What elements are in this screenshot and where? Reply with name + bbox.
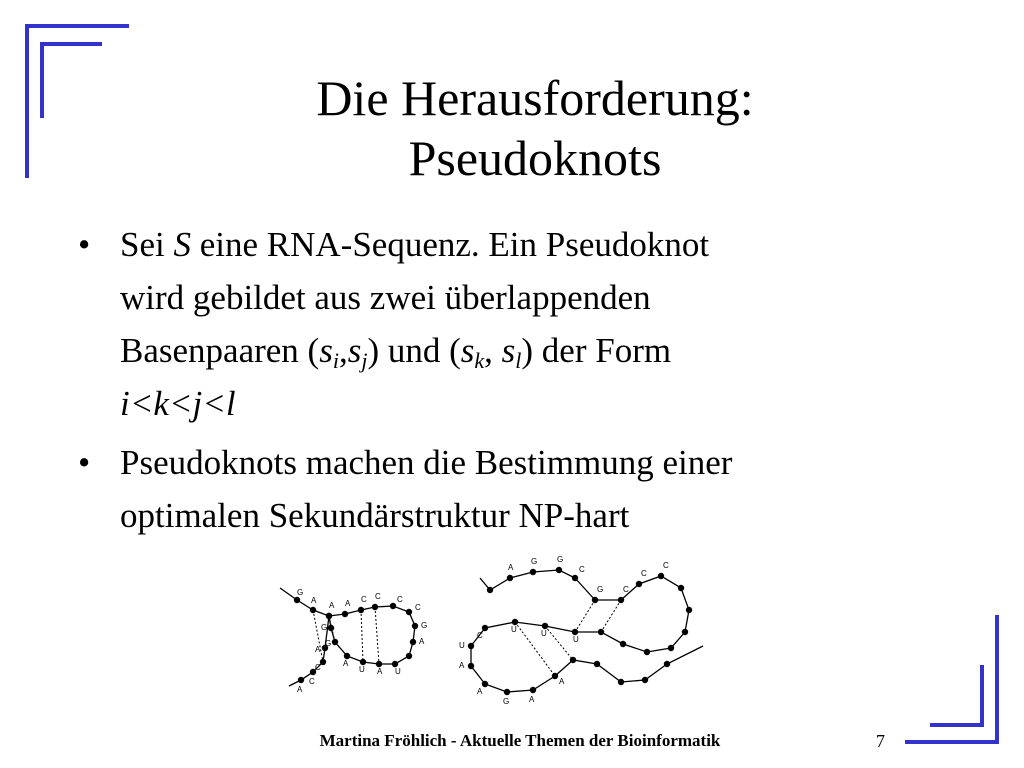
nucleotide-label: A: [345, 599, 351, 608]
nucleotide-label: G: [531, 557, 538, 566]
nucleotide-label: G: [597, 585, 604, 594]
nucleotide-dot: [598, 629, 604, 635]
nucleotide-label: A: [419, 637, 425, 646]
subscript-j: j: [361, 348, 368, 373]
nucleotide-dot: [594, 661, 600, 667]
nucleotide-label: C: [361, 595, 367, 604]
base-pair-bond: [575, 600, 595, 632]
pseudoknot-structure-right: [459, 555, 703, 706]
nucleotide-label: G: [325, 639, 332, 648]
bullet2-line-2: optimalen Sekundärstruktur NP-hart: [120, 496, 630, 535]
bullet1-text-d: ) und (: [367, 331, 461, 370]
nucleotide-dot: [326, 613, 332, 619]
nucleotide-label: C: [663, 561, 669, 570]
bullet2-line-1: Pseudoknots machen die Bestimmung einer: [120, 443, 733, 482]
nucleotide-dot: [310, 607, 316, 613]
nucleotide-label: A: [343, 659, 349, 668]
nucleotide-dot: [552, 673, 558, 679]
nucleotide-label: A: [329, 601, 335, 610]
nucleotide-dot: [530, 569, 536, 575]
bullet-marker: •: [78, 225, 91, 264]
nucleotide-label: C: [397, 595, 403, 604]
footer-author: Martina Fröhlich - Aktuelle Themen der Bioinformatik: [319, 731, 721, 750]
nucleotide-label: C: [579, 565, 585, 574]
rna-backbone: [471, 570, 703, 692]
nucleotide-label: C: [477, 631, 483, 640]
nucleotide-dot: [678, 585, 684, 591]
nucleotide-label: A: [459, 661, 465, 670]
corner-frame-bottom-right-inner-v: [980, 665, 984, 727]
corner-frame-top-left-inner-v: [40, 42, 44, 118]
nucleotide-dot: [406, 653, 412, 659]
bullet1-line-2: wird gebildet aus zwei überlappenden: [120, 278, 651, 317]
nucleotide-dot: [358, 607, 364, 613]
nucleotide-label: U: [395, 667, 401, 676]
corner-frame-top-left-outer-v: [25, 24, 29, 178]
nucleotide-dot: [406, 609, 412, 615]
nucleotide-label: G: [297, 588, 304, 597]
nucleotide-dot: [504, 689, 510, 695]
bullet1-text-e: ) der Form: [521, 331, 672, 370]
symbol-s: s: [501, 331, 516, 370]
nucleotide-dot: [410, 639, 416, 645]
nucleotide-dot: [668, 645, 674, 651]
nucleotide-dot: [642, 677, 648, 683]
symbol-s: s: [319, 331, 333, 370]
nucleotide-label: A: [477, 687, 483, 696]
bullet-item-definition: [78, 218, 958, 430]
base-pair-bond: [361, 610, 363, 662]
nucleotide-label: G: [557, 555, 564, 564]
nucleotide-dot: [332, 639, 338, 645]
nucleotide-dot: [328, 625, 334, 631]
comma: ,: [338, 331, 348, 370]
bullet1-line-3: [120, 324, 958, 377]
bullet1-text-c: Basenpaaren (: [120, 331, 320, 370]
nucleotide-dot: [620, 641, 626, 647]
nucleotide-dot: [556, 567, 562, 573]
corner-frame-bottom-right-inner-h: [930, 723, 984, 727]
corner-frame-top-left-inner-h: [40, 42, 102, 46]
bullet1-line-4: [120, 377, 958, 430]
title-line-1: Die Herausforderung:: [316, 70, 754, 126]
nucleotide-dot: [572, 575, 578, 581]
nucleotide-label: A: [297, 685, 303, 694]
nucleotide-dot: [636, 581, 642, 587]
corner-frame-bottom-right-outer-h: [905, 740, 999, 744]
nucleotide-label: C: [641, 569, 647, 578]
nucleotide-dot: [530, 687, 536, 693]
nucleotide-dot: [618, 679, 624, 685]
bullet-item-np-hard: [78, 436, 958, 542]
subscript-i: i: [332, 348, 339, 373]
base-pair-bond: [601, 600, 621, 632]
corner-frame-top-left-outer-h: [25, 24, 129, 28]
nucleotide-label: A: [377, 667, 383, 676]
nucleotide-label: C: [375, 592, 381, 601]
nucleotide-label: C: [623, 585, 629, 594]
nucleotide-label: U: [511, 625, 517, 634]
nucleotide-dot: [342, 611, 348, 617]
nucleotide-dot: [468, 663, 474, 669]
pseudoknot-diagram: [275, 555, 715, 715]
nucleotide-dot: [664, 661, 670, 667]
nucleotide-dot: [468, 643, 474, 649]
index-condition: i<k<j<l: [120, 384, 236, 423]
nucleotide-label: A: [311, 596, 317, 605]
nucleotide-dot: [570, 657, 576, 663]
nucleotide-dot: [294, 597, 300, 603]
nucleotide-dot: [372, 604, 378, 610]
nucleotide-label: C: [415, 603, 421, 612]
symbol-s: s: [347, 331, 362, 370]
bullet1-text-a: Sei: [120, 225, 174, 264]
nucleotide-label: U: [541, 629, 547, 638]
nucleotide-label: G: [503, 697, 510, 706]
nucleotide-label: U: [573, 635, 579, 644]
nucleotide-dot: [487, 587, 493, 593]
page-number: 7: [876, 731, 885, 751]
nucleotide-dot: [482, 681, 488, 687]
base-pair-bond: [375, 607, 379, 664]
nucleotide-label: A: [315, 645, 321, 654]
nucleotide-label: A: [559, 677, 565, 686]
nucleotide-dot: [412, 623, 418, 629]
nucleotide-dot: [644, 649, 650, 655]
symbol-s: s: [460, 331, 475, 370]
slide-title: [140, 68, 930, 188]
sequence-symbol: S: [173, 225, 191, 264]
base-pair-bond: [313, 610, 323, 662]
nucleotide-label: G: [421, 621, 428, 630]
bullet1-text-b: eine RNA-Sequenz. Ein Pseudoknot: [190, 225, 710, 264]
bullet-marker: •: [78, 443, 91, 482]
nucleotide-dot: [618, 597, 624, 603]
nucleotide-dot: [686, 607, 692, 613]
nucleotide-dot: [507, 575, 513, 581]
nucleotide-dot: [658, 573, 664, 579]
nucleotide-label: C: [309, 677, 315, 686]
nucleotide-label: U: [459, 641, 465, 650]
nucleotide-dot: [592, 597, 598, 603]
nucleotide-label: A: [508, 563, 514, 572]
nucleotide-dot: [390, 603, 396, 609]
nucleotide-label: C: [315, 663, 321, 672]
pseudoknot-structure-left: [280, 588, 427, 694]
subscript-l: l: [515, 348, 522, 373]
nucleotide-dot: [298, 677, 304, 683]
nucleotide-label: U: [359, 665, 365, 674]
nucleotide-dot: [682, 629, 688, 635]
bullet1-line-1: [120, 218, 958, 271]
title-line-2: Pseudoknots: [408, 130, 662, 186]
bullet-list: [78, 218, 958, 548]
corner-frame-bottom-right-outer-v: [995, 615, 999, 744]
nucleotide-label: A: [529, 695, 535, 704]
subscript-k: k: [474, 348, 485, 373]
comma: ,: [484, 331, 502, 370]
nucleotide-label: G: [321, 623, 328, 632]
